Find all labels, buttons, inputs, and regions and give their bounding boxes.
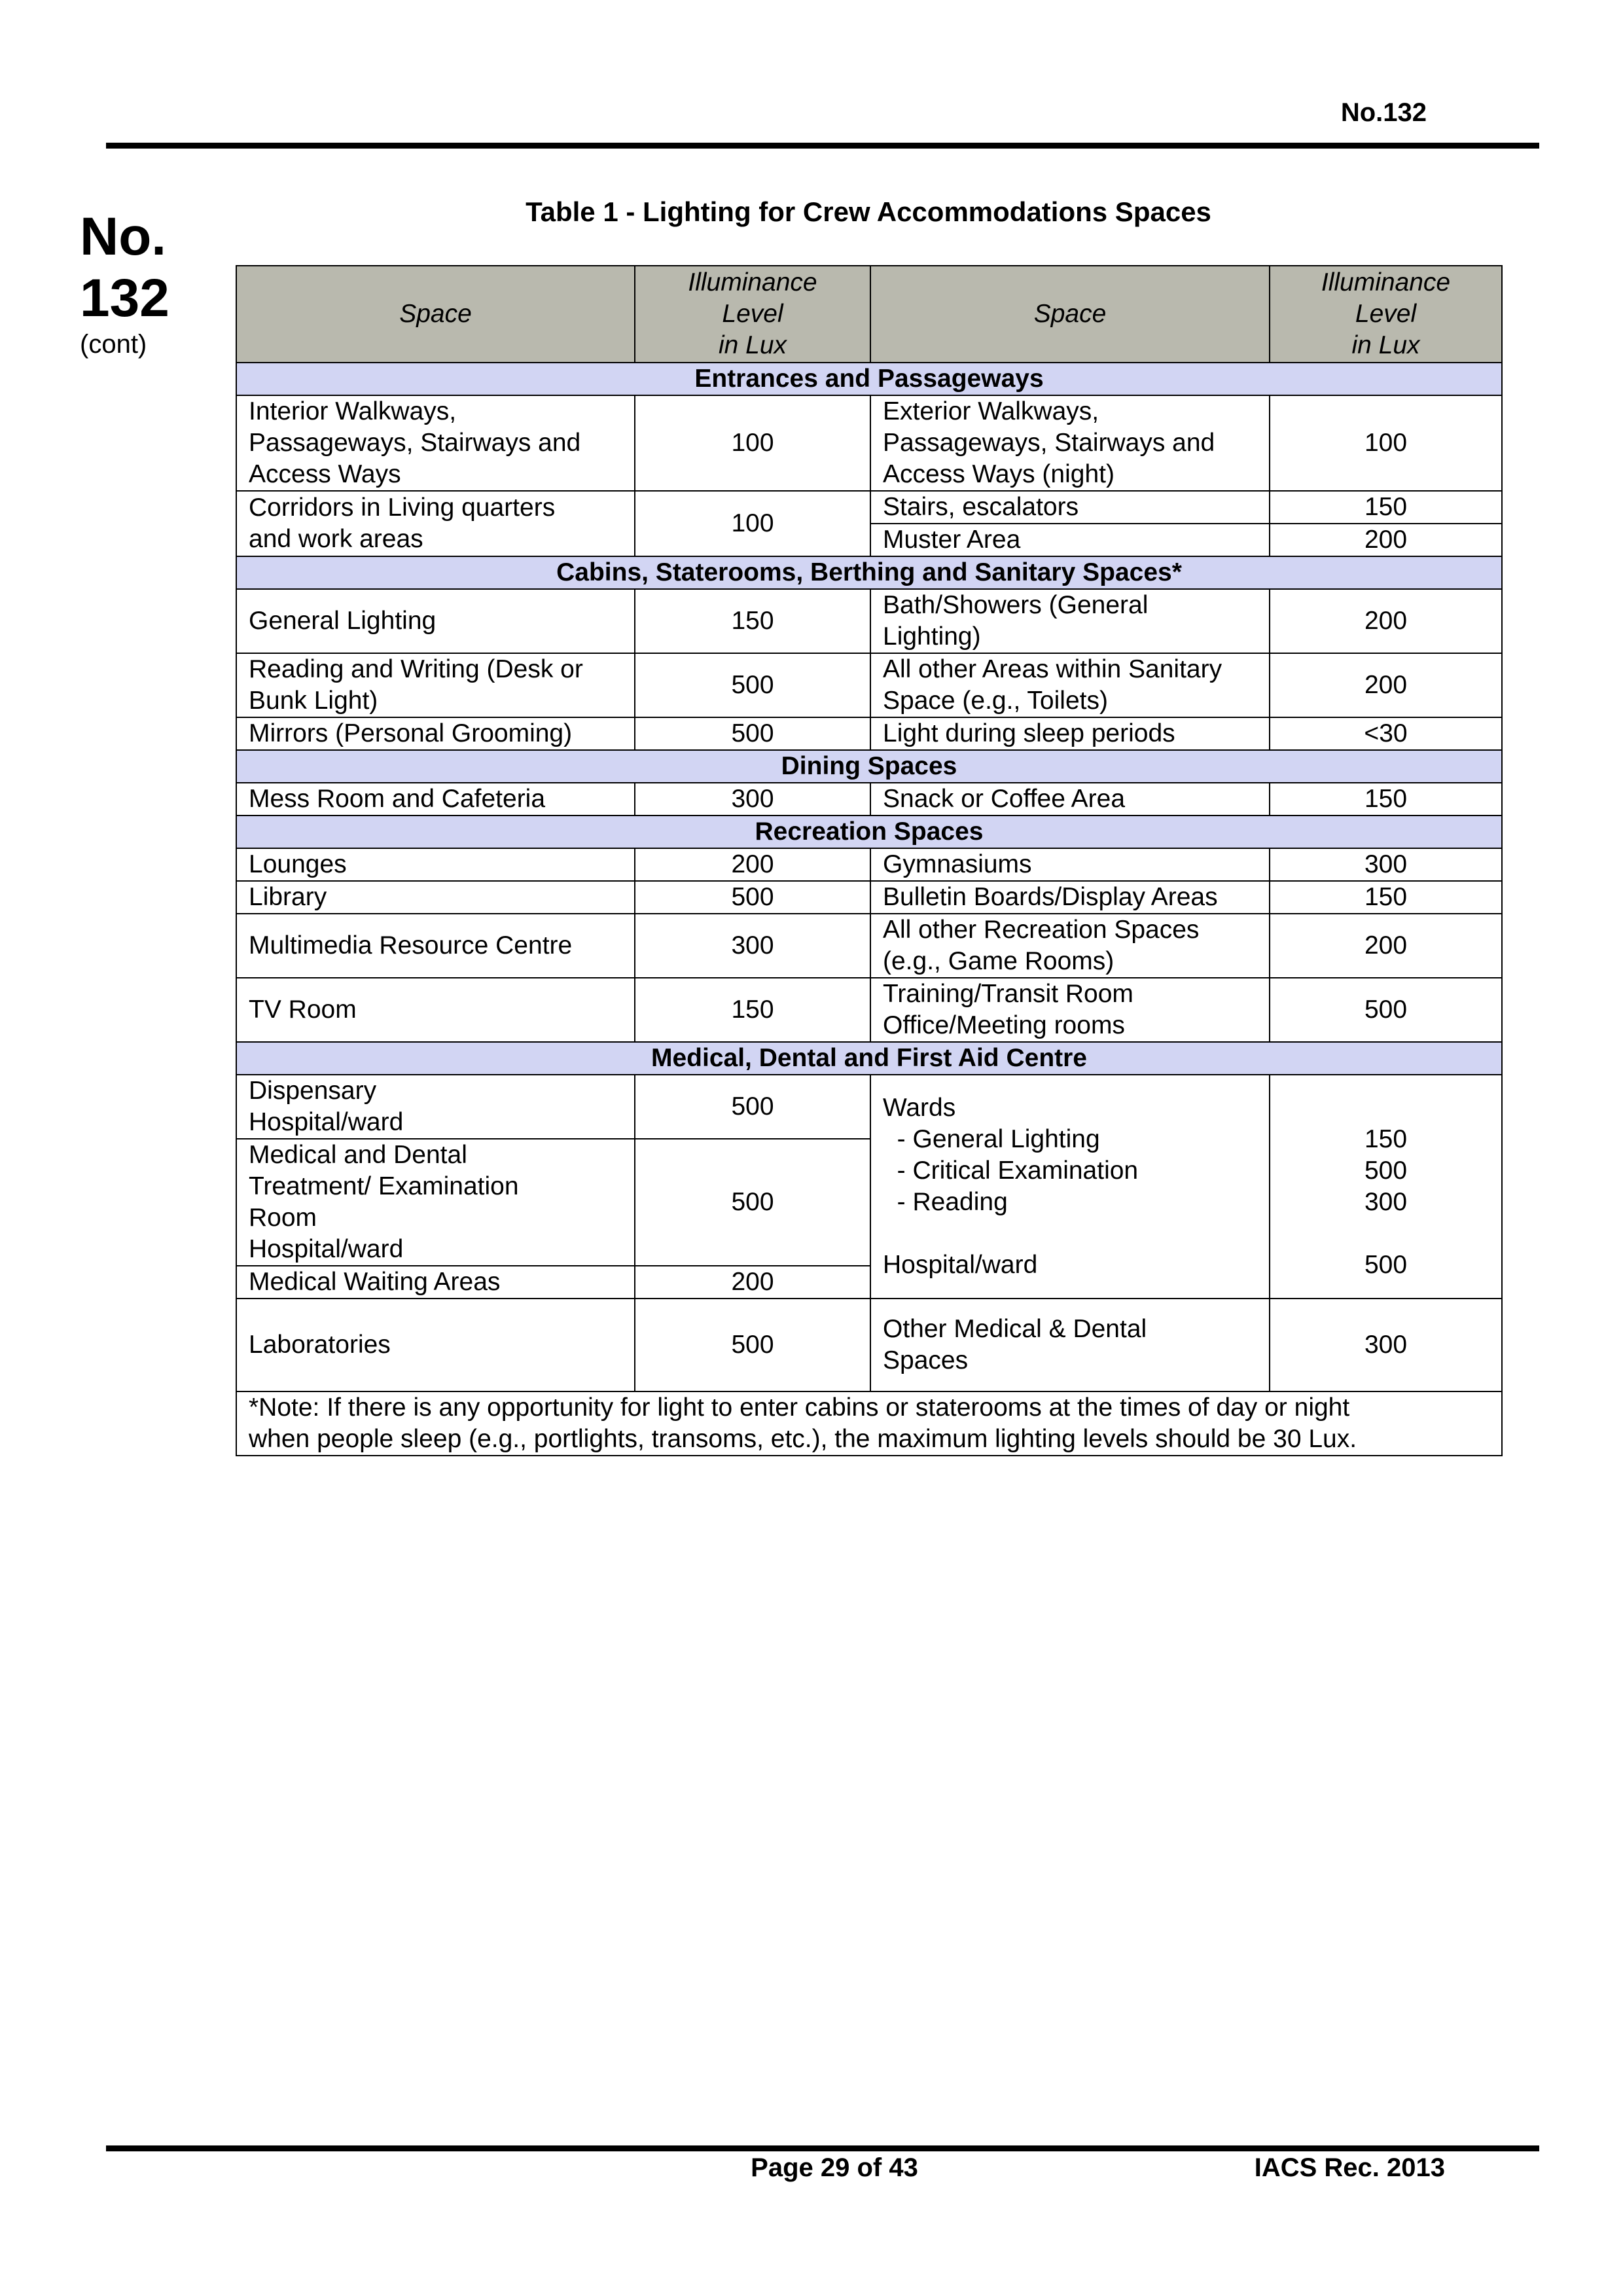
wards-item: Hospital/ward	[883, 1251, 1038, 1279]
wards-spacer	[1282, 1218, 1489, 1249]
cell-line: Reading and Writing (Desk or	[249, 655, 583, 683]
section-recreation: Recreation Spaces	[236, 816, 1502, 848]
lighting-table	[236, 265, 1503, 1456]
cell-line: Hospital/ward	[249, 1108, 404, 1136]
section-row	[236, 556, 1502, 589]
lux-cell: 300	[635, 783, 870, 816]
wards-item: - Critical Examination	[883, 1157, 1139, 1185]
lux-cell: 500	[635, 1139, 870, 1266]
cell-line: All other Recreation Spaces	[883, 916, 1200, 944]
cell-line: Office/Meeting rooms	[883, 1011, 1125, 1039]
cell-line: Other Medical & Dental	[883, 1315, 1147, 1343]
side-label-no: No.	[80, 207, 167, 266]
cell-line: Treatment/ Examination	[249, 1172, 519, 1200]
lux-cell: 150	[1270, 881, 1502, 914]
space-cell: TV Room	[236, 978, 635, 1042]
space-cell: Light during sleep periods	[870, 717, 1270, 750]
lux-cell: 500	[1270, 978, 1502, 1042]
cell-line: Training/Transit Room	[883, 980, 1133, 1008]
lux-cell: 150	[635, 978, 870, 1042]
cell-line: Exterior Walkways,	[883, 397, 1099, 425]
cell-line: Medical and Dental	[249, 1141, 467, 1169]
lux-cell: 150	[635, 589, 870, 653]
section-row	[236, 750, 1502, 783]
lux-cell: 200	[635, 848, 870, 881]
table-row	[236, 978, 1502, 1042]
section-dining: Dining Spaces	[236, 750, 1502, 783]
space-cell: Gymnasiums	[870, 848, 1270, 881]
cell-line: Corridors in Living quarters	[249, 493, 556, 522]
space-cell: Mess Room and Cafeteria	[236, 783, 635, 816]
note-line: *Note: If there is any opportunity for light to enter cabins or staterooms at the times of day or night	[249, 1393, 1350, 1422]
space-cell: General Lighting	[236, 589, 635, 653]
cell-line: Lighting)	[883, 622, 981, 651]
footer-page-number: Page 29 of 43	[751, 2153, 918, 2182]
lux-cell: 500	[635, 717, 870, 750]
table-header-row	[236, 266, 1502, 363]
section-entrances: Entrances and Passageways	[236, 363, 1502, 395]
lux-cell: 300	[1270, 848, 1502, 881]
cell-line: Spaces	[883, 1346, 969, 1374]
table-row	[236, 914, 1502, 978]
lux-cell: 100	[635, 491, 870, 556]
header-illuminance-line2: Level	[1355, 300, 1417, 328]
wards-spacer	[1282, 1092, 1489, 1124]
space-cell	[870, 978, 1270, 1042]
section-cabins: Cabins, Staterooms, Berthing and Sanitary Spaces*	[236, 556, 1502, 589]
lux-cell: 500	[635, 653, 870, 717]
space-cell	[236, 1139, 635, 1266]
table-row	[236, 881, 1502, 914]
section-row	[236, 816, 1502, 848]
lux-cell: 300	[1270, 1299, 1502, 1391]
header-illuminance	[635, 266, 870, 363]
cell-line: Room	[249, 1204, 317, 1232]
side-label-number: 132	[80, 268, 169, 328]
wards-value: 150	[1364, 1125, 1408, 1153]
wards-item: - General Lighting	[883, 1125, 1100, 1153]
space-cell: Mirrors (Personal Grooming)	[236, 717, 635, 750]
wards-item: - Reading	[883, 1188, 1008, 1216]
footer-rec: IACS Rec. 2013	[1254, 2153, 1445, 2182]
cell-line: Access Ways	[249, 460, 401, 488]
table-row	[236, 589, 1502, 653]
section-row	[236, 1042, 1502, 1075]
lux-cell: <30	[1270, 717, 1502, 750]
table-row	[236, 491, 1502, 524]
table-note	[236, 1391, 1502, 1456]
lux-cell: 500	[635, 1075, 870, 1139]
table-row	[236, 1299, 1502, 1391]
lux-cell: 200	[1270, 589, 1502, 653]
cell-line: Dispensary	[249, 1077, 377, 1105]
cell-line: Access Ways (night)	[883, 460, 1115, 488]
table-row	[236, 653, 1502, 717]
space-cell: Muster Area	[870, 524, 1270, 556]
table-row	[236, 848, 1502, 881]
cell-line: Interior Walkways,	[249, 397, 457, 425]
space-cell	[870, 395, 1270, 491]
space-cell: Multimedia Resource Centre	[236, 914, 635, 978]
space-cell: Lounges	[236, 848, 635, 881]
cell-line: All other Areas within Sanitary	[883, 655, 1222, 683]
note-row	[236, 1391, 1502, 1456]
table-row	[236, 717, 1502, 750]
cell-line: Passageways, Stairways and	[883, 429, 1215, 457]
space-cell	[870, 1299, 1270, 1391]
space-cell: Snack or Coffee Area	[870, 783, 1270, 816]
cell-line: and work areas	[249, 525, 423, 553]
note-line: when people sleep (e.g., portlights, transoms, etc.), the maximum lighting levels should be 30 Lux.	[249, 1425, 1357, 1453]
wards-title: Wards	[883, 1094, 956, 1122]
header-illuminance-line3: in Lux	[1351, 331, 1420, 359]
space-cell: Medical Waiting Areas	[236, 1266, 635, 1299]
table-row	[236, 1075, 1502, 1139]
header-rule	[106, 143, 1539, 149]
table-title: Table 1 - Lighting for Crew Accommodations Spaces	[526, 196, 1211, 227]
header-doc-number: No.132	[1340, 98, 1427, 127]
lux-cell: 200	[1270, 914, 1502, 978]
wards-values-cell	[1270, 1075, 1502, 1299]
wards-value: 500	[1364, 1251, 1408, 1279]
lux-cell: 100	[1270, 395, 1502, 491]
footer-rule	[106, 2145, 1539, 2151]
space-cell	[236, 653, 635, 717]
wards-spacer	[883, 1218, 1257, 1249]
section-medical: Medical, Dental and First Aid Centre	[236, 1042, 1502, 1075]
lux-cell: 200	[635, 1266, 870, 1299]
table-row	[236, 395, 1502, 491]
lux-cell: 150	[1270, 783, 1502, 816]
section-row	[236, 363, 1502, 395]
lux-cell: 200	[1270, 524, 1502, 556]
lux-cell: 500	[635, 1299, 870, 1391]
space-cell	[870, 653, 1270, 717]
lux-cell: 150	[1270, 491, 1502, 524]
space-cell: Laboratories	[236, 1299, 635, 1391]
space-cell	[870, 914, 1270, 978]
cell-line: Bath/Showers (General	[883, 591, 1149, 619]
table-row	[236, 783, 1502, 816]
space-cell	[236, 491, 635, 556]
header-illuminance-line3: in Lux	[718, 331, 787, 359]
space-cell: Library	[236, 881, 635, 914]
header-illuminance-line1: Illuminance	[688, 268, 817, 296]
header-illuminance-line2: Level	[722, 300, 783, 328]
cell-line: Space (e.g., Toilets)	[883, 687, 1108, 715]
space-cell	[236, 395, 635, 491]
wards-value: 300	[1364, 1188, 1408, 1216]
space-cell: Bulletin Boards/Display Areas	[870, 881, 1270, 914]
space-cell: Stairs, escalators	[870, 491, 1270, 524]
header-space: Space	[870, 266, 1270, 363]
header-illuminance	[1270, 266, 1502, 363]
cell-line: Passageways, Stairways and	[249, 429, 581, 457]
lux-cell: 300	[635, 914, 870, 978]
wards-cell	[870, 1075, 1270, 1299]
header-illuminance-line1: Illuminance	[1321, 268, 1451, 296]
side-label	[80, 206, 169, 359]
cell-line: Hospital/ward	[249, 1235, 404, 1263]
side-label-cont: (cont)	[80, 330, 147, 359]
space-cell	[870, 589, 1270, 653]
cell-line: (e.g., Game Rooms)	[883, 947, 1115, 975]
space-cell	[236, 1075, 635, 1139]
lux-cell: 200	[1270, 653, 1502, 717]
header-space: Space	[236, 266, 635, 363]
cell-line: Bunk Light)	[249, 687, 378, 715]
lux-cell: 500	[635, 881, 870, 914]
wards-value: 500	[1364, 1157, 1408, 1185]
lux-cell: 100	[635, 395, 870, 491]
